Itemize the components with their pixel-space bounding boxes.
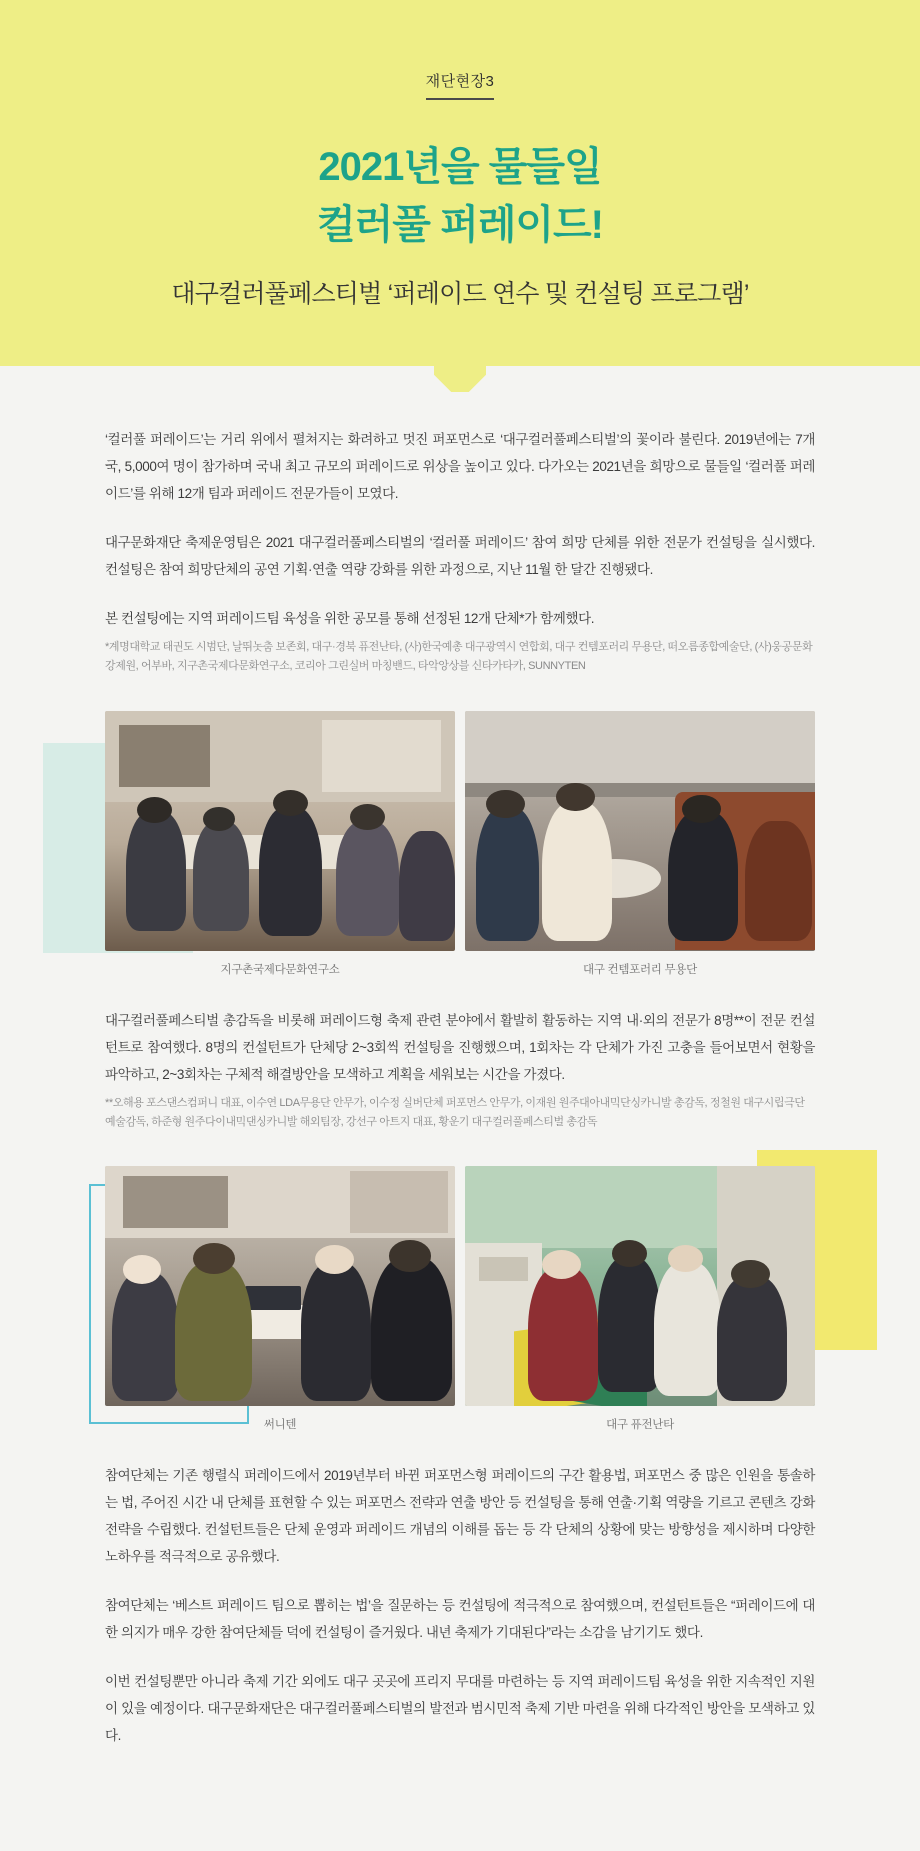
footnote-2: **오해용 포스댄스컴퍼니 대표, 이수연 LDA무용단 안무가, 이수정 실버단체 퍼포먼스 안무가, 이재원 원주대아내믹단싱카니발 총감독, 정철원 대구시립극단 예술감독, 하준형 원주다이내믹댄싱카니발 해외팀장, 강선구 아트지 대표, 황운기 대구컬러풀페스티벌 총감독 — [105, 1096, 805, 1128]
photo-studio-consulting — [465, 1166, 815, 1406]
paragraph-2: 대구문화재단 축제운영팀은 2021 대구컬러풀페스티벌의 ‘컬러풀 퍼레이드’ 참여 희망 단체를 위한 전문가 컨설팅을 실시했다. 컨설팅은 참여 희망단체의 공연 기획·연출 역량 강화를 위한 과정으로, 지난 11월 한 달간 진행됐다. — [105, 535, 815, 577]
eyebrow-label: 재단현장3 — [426, 70, 495, 100]
photo-gallery-1 — [105, 711, 815, 977]
caption-row-2 — [105, 1416, 815, 1432]
paragraph-7: 이번 컨설팅뿐만 아니라 축제 기간 외에도 대구 곳곳에 프리지 무대를 마련하는 등 지역 퍼레이드팀 육성을 위한 지속적인 지원이 있을 예정이다. 대구문화재단은 대구컬러풀페스티벌의 발전과 범시민적 축제 기반 마련을 위해 다각적인 방안을 모색하고 있다. — [105, 1674, 815, 1743]
photo-lounge-consulting — [465, 711, 815, 951]
photo-row-2 — [105, 1166, 815, 1406]
caption-row-1 — [105, 961, 815, 977]
footnote-1: *계명대학교 태권도 시범단, 날뛰놋춤 보존회, 대구·경북 퓨전난타, (사)한국예총 대구광역시 연합회, 대구 컨템포러리 무용단, 떠오름종합예술단, (사)웅공문화강제원, 어부바, 지구촌국제다문화연구소, 코리아 그린실버 마칭밴드, 타악앙상블 신타카타카, SUNNYTEN — [105, 641, 813, 673]
photo-caption: 대구 컨템포러리 무용단 — [583, 963, 697, 976]
photo-office-workshop — [105, 1166, 455, 1406]
headline-line-2: 컬러풀 퍼레이드! — [317, 203, 603, 247]
photo-caption: 써니텐 — [263, 1419, 297, 1431]
photo-row-1 — [105, 711, 815, 951]
headline-subtitle: 대구컬러풀페스티벌 ‘퍼레이드 연수 및 컨설팅 프로그램’ — [171, 280, 749, 308]
photo-caption: 지구촌국제다문화연구소 — [220, 963, 340, 976]
paragraph-6: 참여단체는 ‘베스트 퍼레이드 팀으로 뽑히는 법’을 질문하는 등 컨설팅에 적극적으로 참여했으며, 컨설턴트들은 “퍼레이드에 대한 의지가 매우 강한 참여단체들 덕에 컨설팅이 즐거웠다. 내년 축제가 기대된다”라는 소감을 남기기도 했다. — [105, 1598, 815, 1640]
paragraph-5: 참여단체는 기존 행렬식 퍼레이드에서 2019년부터 바뀐 퍼포먼스형 퍼레이드의 구간 활용법, 퍼포먼스 중 많은 인원을 통솔하는 법, 주어진 시간 내 단체를 표현할 수 있는 퍼포먼스 전략과 연출 방안 등 컨설팅을 통해 연출·기획 역량을 기르고 콘텐츠 강화 전략을 수립했다. 컨설턴트들은 단체 운영과 퍼레이드 개념의 이해를 돕는 등 각 단체의 상황에 맞는 방향성을 제시하며 다양한 노하우를 적극적으로 공유했다. — [105, 1468, 815, 1564]
photo-meeting-room — [105, 711, 455, 951]
article-content — [0, 366, 920, 1851]
photo-gallery-2 — [105, 1166, 815, 1432]
bottom-spacer — [105, 1771, 815, 1791]
headline-line-1: 2021년을 물들일 — [318, 145, 602, 189]
hero-header — [0, 0, 920, 366]
paragraph-4: 대구컬러풀페스티벌 총감독을 비롯해 퍼레이드형 축제 관련 분야에서 활발히 활동하는 지역 내·외의 전문가 8명**이 전문 컨설턴트로 참여했다. 8명의 컨설턴트가 단체당 2~3회씩 컨설팅을 진행했으며, 1회차는 각 단체가 가진 고충을 들어보면서 현황을 파악하고, 2~3회차는 구체적 해결방안을 모색하고 계획을 세워보는 시간을 가졌다. — [105, 1012, 815, 1082]
photo-caption: 대구 퓨전난타 — [606, 1419, 674, 1431]
paragraph-1: ‘컬러풀 퍼레이드’는 거리 위에서 펼쳐지는 화려하고 멋진 퍼포먼스로 ‘대구컬러풀페스티벌’의 꽃이라 불린다. 2019년에는 7개국, 5,000여 명이 참가하며 국내 최고 규모의 퍼레이드로 위상을 높이고 있다. 다가오는 2021년을 희망으로 물들일 ‘컬러풀 퍼레이드’를 위해 12개 팀과 퍼레이드 전문가들이 모였다. — [105, 432, 815, 501]
paragraph-3: 본 컨설팅에는 지역 퍼레이드팀 육성을 위한 공모를 통해 선정된 12개 단체*가 함께했다. — [105, 611, 595, 626]
